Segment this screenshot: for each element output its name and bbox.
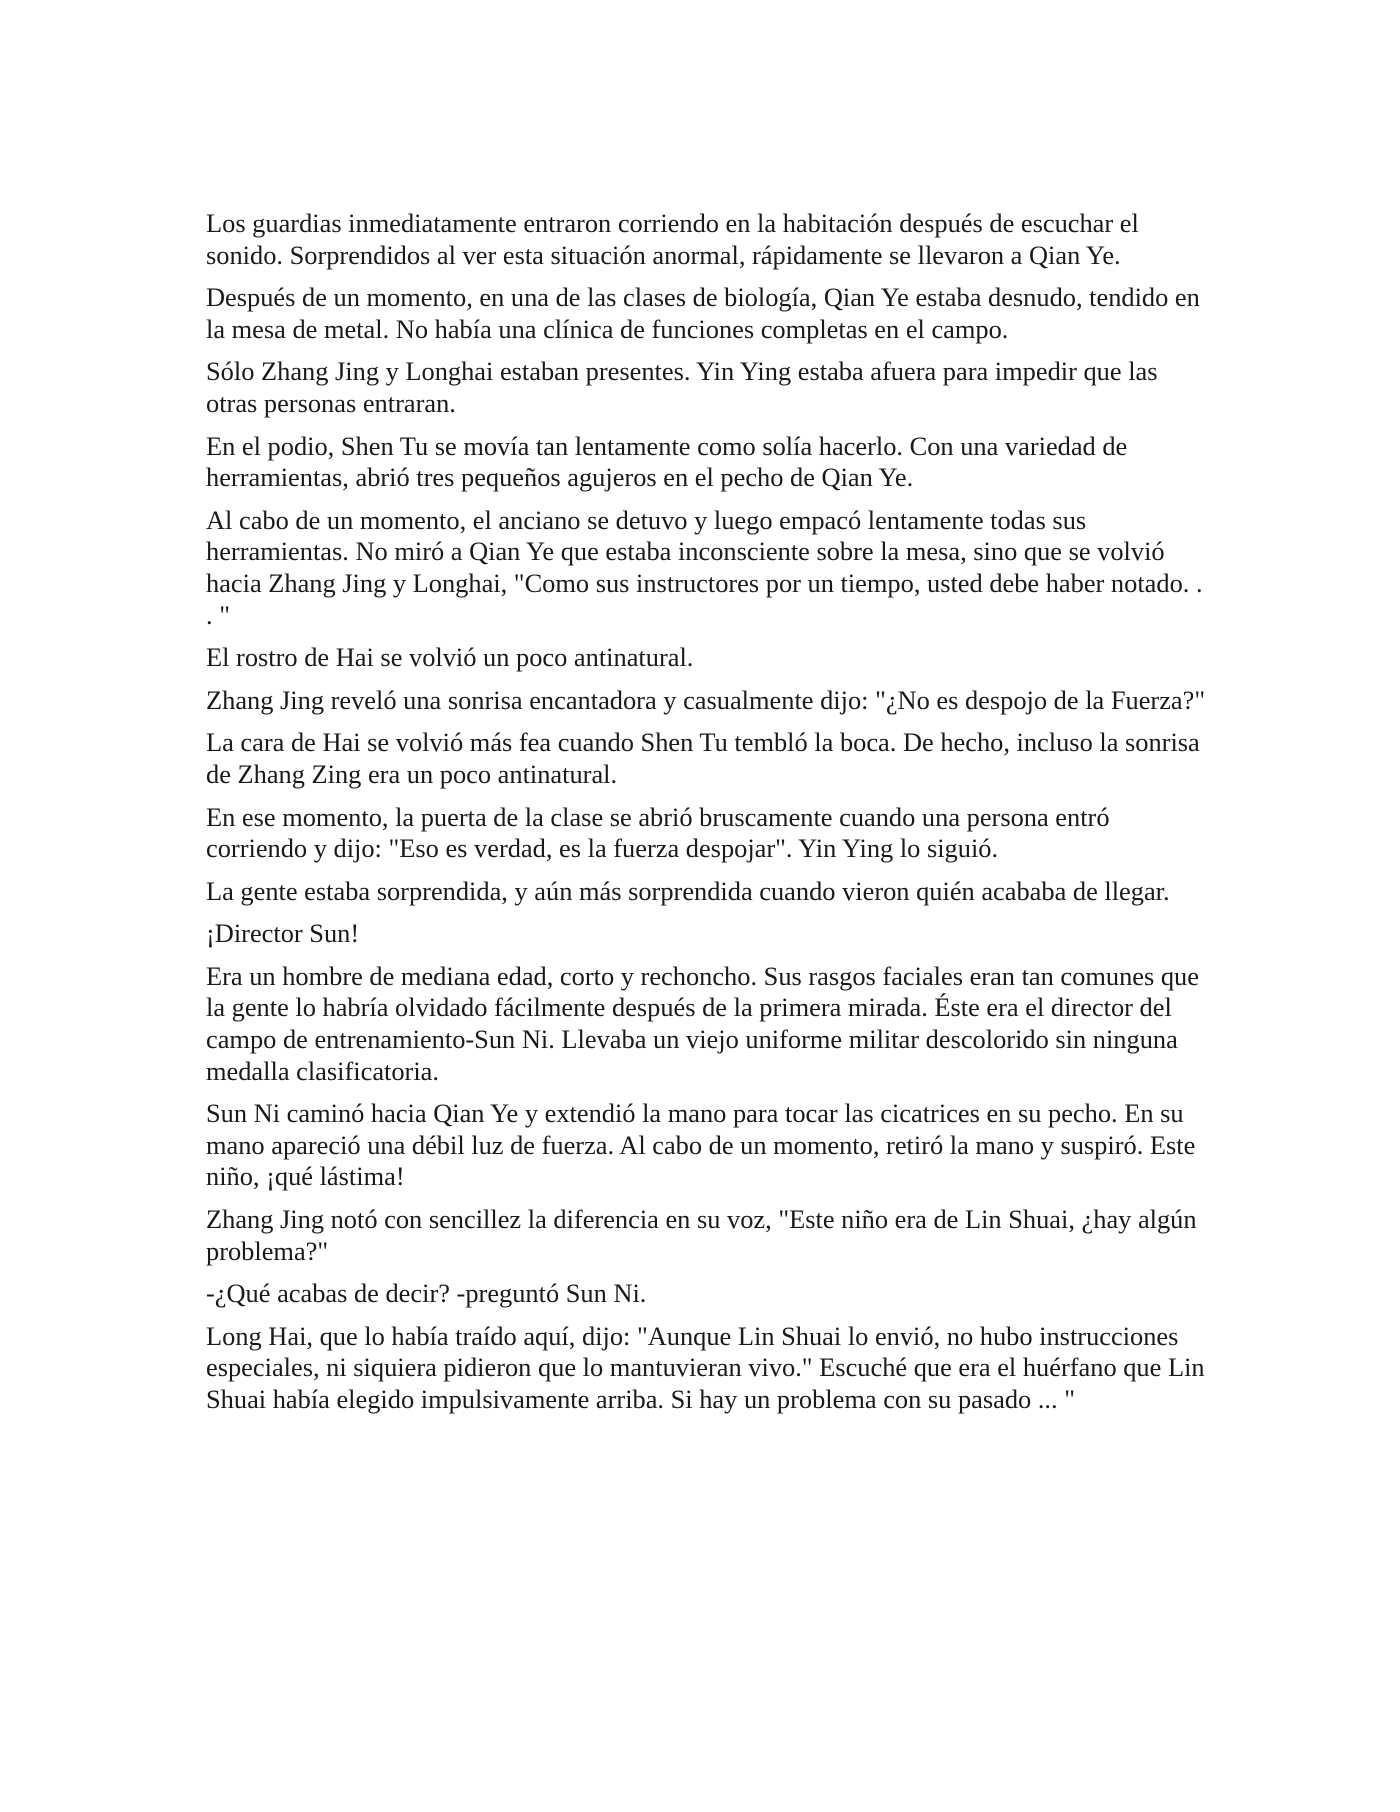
paragraph-8: La cara de Hai se volvió más fea cuando Shen Tu tembló la boca. De hecho, incluso la sonrisa de Zhang Zing era un poco antinatural. bbox=[206, 727, 1200, 789]
paragraph-14: Zhang Jing notó con sencillez la diferencia en su voz, "Este niño era de Lin Shuai, ¿hay algún problema?" bbox=[206, 1204, 1197, 1266]
paragraph-10: La gente estaba sorprendida, y aún más sorprendida cuando vieron quién acababa de llegar. bbox=[206, 875, 1170, 906]
paragraph-11: ¡Director Sun! bbox=[206, 918, 360, 949]
paragraph-2: Después de un momento, en una de las clases de biología, Qian Ye estaba desnudo, tendido en la mesa de metal. No había una clínica de funciones completas en el campo. bbox=[206, 282, 1200, 344]
document-body bbox=[206, 208, 1206, 1427]
paragraph-5: Al cabo de un momento, el anciano se detuvo y luego empacó lentamente todas sus herramientas. No miró a Qian Ye que estaba inconsciente sobre la mesa, sino que se volvió hacia Zhang Jing y Longhai, "Como sus instructores por un tiempo, usted debe haber notado. . . " bbox=[206, 504, 1203, 630]
paragraph-13: Sun Ni caminó hacia Qian Ye y extendió la mano para tocar las cicatrices en su pecho. En su mano apareció una débil luz de fuerza. Al cabo de un momento, retiró la mano y suspiró. Este niño, ¡qué lástima! bbox=[206, 1098, 1196, 1192]
paragraph-1: Los guardias inmediatamente entraron corriendo en la habitación después de escuchar el sonido. Sorprendidos al ver esta situación anormal, rápidamente se llevaron a Qian Ye. bbox=[206, 208, 1139, 270]
paragraph-7: Zhang Jing reveló una sonrisa encantadora y casualmente dijo: "¿No es despojo de la Fuerza?" bbox=[206, 684, 1206, 715]
paragraph-16: Long Hai, que lo había traído aquí, dijo: "Aunque Lin Shuai lo envió, no hubo instrucciones especiales, ni siquiera pidieron que lo mantuvieran vivo." Escuché que era el huérfano que Lin Shuai había elegido impulsivamente arriba. Si hay un problema con su pasado ... " bbox=[206, 1320, 1205, 1414]
paragraph-15: -¿Qué acabas de decir? -preguntó Sun Ni. bbox=[206, 1278, 647, 1309]
paragraph-12: Era un hombre de mediana edad, corto y rechoncho. Sus rasgos faciales eran tan comunes que la gente lo habría olvidado fácilmente después de la primera mirada. Éste era el director del campo de entrenamiento-Sun Ni. Llevaba un viejo uniforme militar descolorido sin ninguna medalla clasificatoria. bbox=[206, 960, 1199, 1086]
paragraph-9: En ese momento, la puerta de la clase se abrió bruscamente cuando una persona entró corriendo y dijo: "Eso es verdad, es la fuerza despojar". Yin Ying lo siguió. bbox=[206, 801, 1110, 864]
paragraph-4: En el podio, Shen Tu se movía tan lentamente como solía hacerlo. Con una variedad de herramientas, abrió tres pequeños agujeros en el pecho de Qian Ye. bbox=[206, 430, 1128, 493]
paragraph-6: El rostro de Hai se volvió un poco antinatural. bbox=[206, 642, 694, 673]
paragraph-3: Sólo Zhang Jing y Longhai estaban presentes. Yin Ying estaba afuera para impedir que las otras personas entraran. bbox=[206, 356, 1158, 418]
